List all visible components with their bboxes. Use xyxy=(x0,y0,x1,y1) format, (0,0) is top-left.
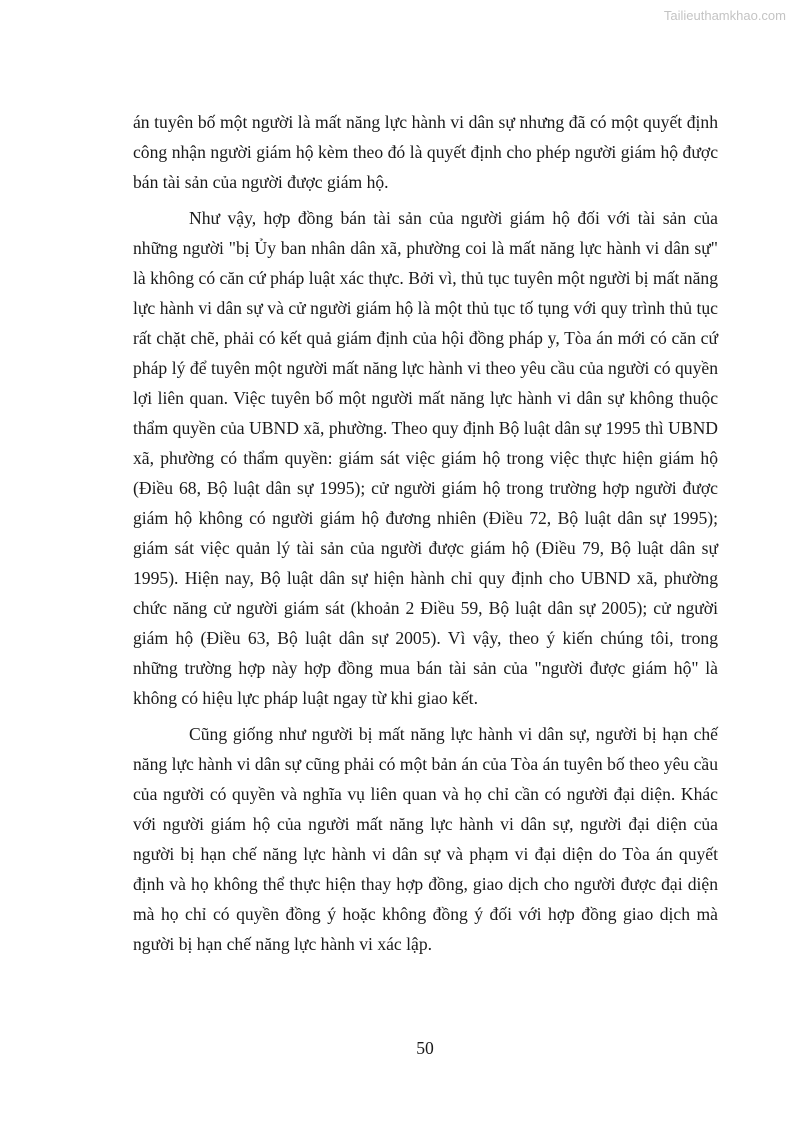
paragraph-continuation: án tuyên bố một người là mất năng lực hành vi dân sự nhưng đã có một quyết định công nhận người giám hộ kèm theo đó là quyết định cho phép người giám hộ được bán tài sản của người được giám hộ. xyxy=(133,112,718,192)
page-number: 50 xyxy=(416,1038,434,1058)
paragraph-guardian-contract: Như vậy, hợp đồng bán tài sản của người giám hộ đối với tài sản của những người "bị Ủy ban nhân dân xã, phường coi là mất năng lực hành vi dân sự" là không có căn cứ pháp luật xác thực. Bởi vì, thủ tục tuyên một người bị mất năng lực hành vi dân sự và cử người giám hộ là một thủ tục tố tụng với quy trình thủ tục rất chặt chẽ, phải có kết quả giám định của hội đồng pháp y, Tòa án mới có căn cứ pháp lý để tuyên một người mất năng lực hành vi theo yêu cầu của người có quyền lợi liên quan. Việc tuyên bố một người mất năng lực hành vi dân sự không thuộc thẩm quyền của UBND xã, phường. Theo quy định Bộ luật dân sự 1995 thì UBND xã, phường có thẩm quyền: giám sát việc giám hộ trong việc thực hiện giám hộ (Điều 68, Bộ luật dân sự 1995); cử người giám hộ trong trường hợp người được giám hộ không có người giám hộ đương nhiên (Điều 72, Bộ luật dân sự 1995); giám sát việc quản lý tài sản của người được giám hộ (Điều 79, Bộ luật dân sự 1995). Hiện nay, Bộ luật dân sự hiện hành chỉ quy định cho UBND xã, phường chức năng cử người giám sát (khoản 2 Điều 59, Bộ luật dân sự 2005); cử người giám hộ (Điều 63, Bộ luật dân sự 2005). Vì vậy, theo ý kiến chúng tôi, trong những trường hợp này hợp đồng mua bán tài sản của "người được giám hộ" là không có hiệu lực pháp luật ngay từ khi giao kết. xyxy=(133,208,718,708)
document-body xyxy=(133,107,718,959)
paragraph-limited-capacity: Cũng giống như người bị mất năng lực hành vi dân sự, người bị hạn chế năng lực hành vi dân sự cũng phải có một bản án của Tòa án tuyên bố theo yêu cầu của người có quyền và nghĩa vụ liên quan và họ chỉ cần có người đại diện. Khác với người giám hộ của người mất năng lực hành vi dân sự, người đại diện của người bị hạn chế năng lực hành vi dân sự và phạm vi đại diện do Tòa án quyết định và họ không thể thực hiện thay hợp đồng, giao dịch cho người được đại diện mà họ chỉ có quyền đồng ý hoặc không đồng ý đối với hợp đồng giao dịch mà người bị hạn chế năng lực hành vi xác lập. xyxy=(133,724,718,954)
site-watermark: Tailieuthamkhao.com xyxy=(663,8,786,23)
